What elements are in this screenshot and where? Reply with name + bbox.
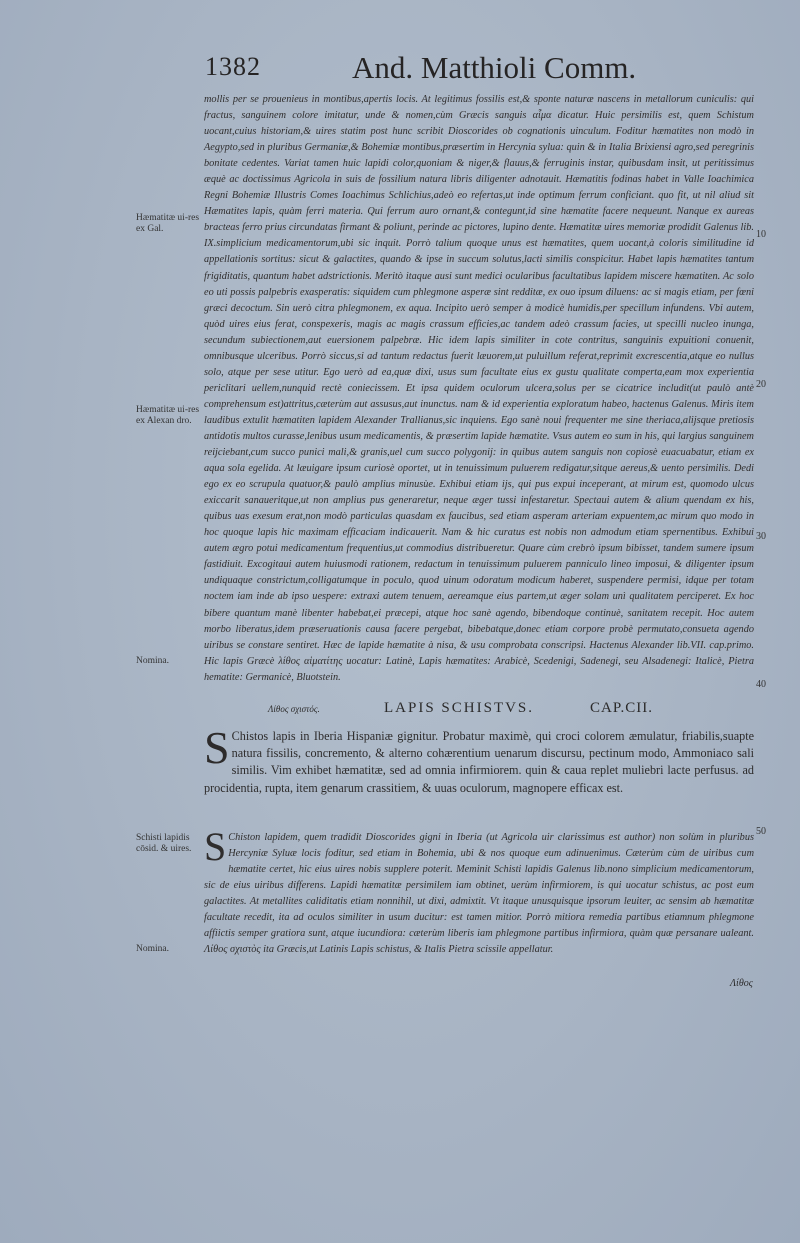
margin-note-haematitae-vires-gal: Hæmatitæ ui-res ex Gal. [136, 213, 200, 234]
margin-note-schisti-vires: Schisti lapidis cōsid. & uires. [136, 833, 192, 854]
chapter-title: LAPIS SCHISTVS. [384, 700, 535, 716]
chapter-number: CAP.CII. [590, 700, 654, 716]
commentary-schistus [204, 824, 754, 958]
page-header [0, 50, 800, 86]
dropcap: S [204, 824, 227, 869]
dioscorides-text [204, 722, 754, 797]
chapter-greek-name: Λίθος σχιστός. [268, 704, 320, 714]
dioscorides-body: Chistos lapis in Iberia Hispaniæ gignitur. Probatur maximè, qui croci colorem æmulatur, friabilis,suapte natura fissilis, concremento, & alterno cohærentium uenarum discursu, pectinum modo, Ammoniaco sali similis. Vim exhibet hæmatitæ, sed ad omnia infirmiorem. quin & caua replet muliebri lacte perfusus. ad procidentia, rupta, item genarum crassitiem, & uuas oculorum, magnopere efficax est. [204, 729, 754, 795]
commentary-paragraph: mollis per se prouenieus in montibus,apertis locis. At legitimus fossilis est,& sponte naturæ nascens in metallorum cuniculis: qui fractus, sanguinem colore imitatur, unde & nomen,cùm Græcis sanguis αἷμα dicatur. Huic persimilis est, quem Schistum uocant,cuius historiam,& uires statim post hunc scribit Dioscorides ob cognationis uinculum. Foditur hæmatites non modò in Aegypto,sed in pluribus Germaniæ,& Bohemiæ montibus,præsertim in Hercynia sylua: quin & in Italia Brixiensi agro,sed peregrinis bonitate cedentes. Variat tamen huic lapidi color,quoniam & niger,& flauus,& ferruginis instar, quibusdam insit, ut peritissimus æquè ac doctissimus Agricola in suis de fossilium natura libris diligenter adnotauit. Hæmatitis fodinas habet in Valle Ioachimica Regni Bohemiæ Illustris Comes Ioachimus Schlichius,adeò eo refertas,ut inde optimum ferrum conficiant. quo fit, ut nil aliud sit Hæmatites lapis, quàm ferri materia. Qui ferrum auro ornant,& contegunt,id sine hæmatite facere nequeunt. Nanque ex aureas bracteas ferro prius circundatas firmant & poliunt, perinde ac pictores, lupino dente. Hæmatitæ uires memoriæ prodidit Galenus lib. IX.simplicium medicamentorum,ubi sic inquit. Porrò talium quoque unus est hæmatites, quem uocant,à coloris similitudine id appellationis sortitus: sicut & galactites, quando & ipse in succum solutus,lacti similis conspicitur. Habet lapis hæmatites tantum frigiditatis, quantum habet adstrictionis. Meritò itaque ausi sunt medici ocularibus facultatibus lapidem miscere hæmatiten. Ac solo eo uti possis palpebris exasperatis: siquidem cum phlegmone asperæ sint redditæ, ex ouo ipsum diluens: ac si magis etiam, per fœni græci decoctum. Sin uerò citra phlegmonem, ex aqua. Incipito uerò semper à modicè humidis,per specillum infundens. Vbi autem, quòd uires eius ferat, conspexeris, magis ac magis crassum efficies,ac tandem adeò crassum facies, ut specilli nucleo inunga, secundum subiectionem,aut euersionem palpebræ. Hic idem lapis similiter in cote contritus, sanguinis expuitioni conuenit, omnibusque ulceribus. Porrò siccus,si ad tantum redactus fuerit læuorem,ut puluillum referat,reprimit excrescentia,atque eo nullus solo, atque per sese utitur. Ego uerò ad ea,quæ dixi, usus sum facultate eius ex gustu qualitate comperta,eam mox experientia periclitari uellem,nunquid rectè coniecissem. Et ipsa quidem oculorum ulcera,solus per se cicatrice includit(ut paulò antè comprehensum est)attritus,cæterùm aut assusus,aut inunctus. nam & id experientia exploratum habeo, hactenus Galenus. Miris item laudibus extulit hæmatiten lapidem Alexander Trallianus,sic inquiens. Ego sanè noui frequenter me sine theriaca,alijsque pretiosis antidotis multos curasse,lenibus usum medicamentis, & præsertim lapide hæmatite. Vsus autem eo sum in his, qui largius sanguinem reijciebant,cum succo punici mali,& granis,uel cum succo polygonij: in quibus autem sanguis non copiosè euacuabatur, etiam ex aqua sola egelida. At læuigare ipsum curiosè oportet, ut in tenuissimum puluerem redigatur,sitque aereus,& uento persimilis. Dedi ego ex eo scrupula quatuor,& paulò amplius minusùe. Exhibui etiam ijs, qui pus expui inceperant, at mirum est, quomodo ulcus exiccarit sanaueritque,ut non amplius pus generaretur, neque æger tussi infestaretur. Spectaui autem & alium quendam ex his, quibus uas exesum erat,non modò particulas quasdam ex faucibus, sed etiam asperam arteriam expuentem,ac mirum quo modo in hoc quoque lapis hic maximam efficaciam indicauerit. Nam & hic curatus est nobis non admodum etiam spernentibus. Exhibui autem ægro potui medicamentum frequentius,ut commodius distribueretur. Quare cùm crebrò ipsum bibisset, tandem sumere ipsum fastidiuit. Excogitaui autem huiusmodi rationem, redactum in tenuissimum puluerem panniculo lineo imposui, & diligenter ipsum undiquaque constrictum,colligatumque in poculo, quod uinum odoratum modicum haberet, suspendere permisi, idque per totam noctem iam inde ab ipso uespere: extraxi autem tenuem, aereamque eius partem,ut æger solam unì qualitatem perciperet. Ex hoc bibere quantum manè libenter habebat,ei præcepi, atque hoc sanè agendo, bibendoque continuè, sanitatem recepit. Hoc autem morbo liberatus,idem præseruationis causa facere pergebat, bibebatque,donec etiam corpore probè permutato,consueta agendo uiribus se constare sentiret. Hæc de lapide hæmatite à nisa, & usu comprobata conscripsi. Hactenus Alexander lib.VII. cap.primo. Hic lapis Græcè λίθος αἱματίτης uocatur: Latinè, Lapis hæmatites: Arabicè, Scedenigi, Sadenegi, seu Alsadenegi: Italicè, Pietra hematite: Germanicè, Bluotstein. [204, 94, 754, 683]
line-number-10: 10 [756, 229, 766, 240]
dropcap: S [204, 722, 230, 773]
margin-note-nomina: Nomina. [136, 656, 169, 666]
running-title: And. Matthioli Comm. [352, 50, 637, 85]
catchword: Λίθος [730, 978, 753, 989]
chapter-heading [204, 700, 754, 720]
line-number-40: 40 [756, 679, 766, 690]
line-number-50: 50 [756, 826, 766, 837]
commentary-haematites [204, 92, 754, 686]
margin-note-nomina-2: Nomina. [136, 944, 169, 954]
page-number: 1382 [205, 52, 261, 81]
commentary-schistus-body: Chiston lapidem, quem tradidit Dioscorides gigni in Iberia (ut Agricola uir clarissimus est author) non solùm in pluribus Hercyniæ Syluæ locis foditur, sed etiam in Bohemia, ubi & nos quoque eum adinuenimus. Cæterùm cùm de uiribus cum hæmatite certet, hic eius uires nobis supplere poterit. Meminit Schisti lapidis Galenus lib.nono simplicium medicamentorum, sic de eius uiribus differens. Lapidi hæmatitæ persimilem iam obtinet, uerùm infirmiorem, is qui uocatur schistus, ac post eum galactites. At metallites caliditatis etiam nonnihil, ut dixi, admixtit. Vt itaque unusquisque ipsorum leuiter, ac sensim ab hæmatitæ facultate recedit, ita ad oculos similiter in usum ducitur: est tamen mitior. Porrò mitiora remedia partibus etiamnum phlegmone affiictis semper gratiora sunt, atque iucundiora: cæterùm liberis iam phlegmone partibus infirmiora, quàm quæ persanare ualeant. Λίθος σχιστὸς ita Græcis,ut Latinis Lapis schistus, & Italis Pietra scissile appellatur. [204, 832, 754, 955]
line-number-20: 20 [756, 379, 766, 390]
margin-note-haematitae-vires-alexandro: Hæmatitæ ui-res ex Alexan dro. [136, 405, 200, 426]
line-number-30: 30 [756, 531, 766, 542]
